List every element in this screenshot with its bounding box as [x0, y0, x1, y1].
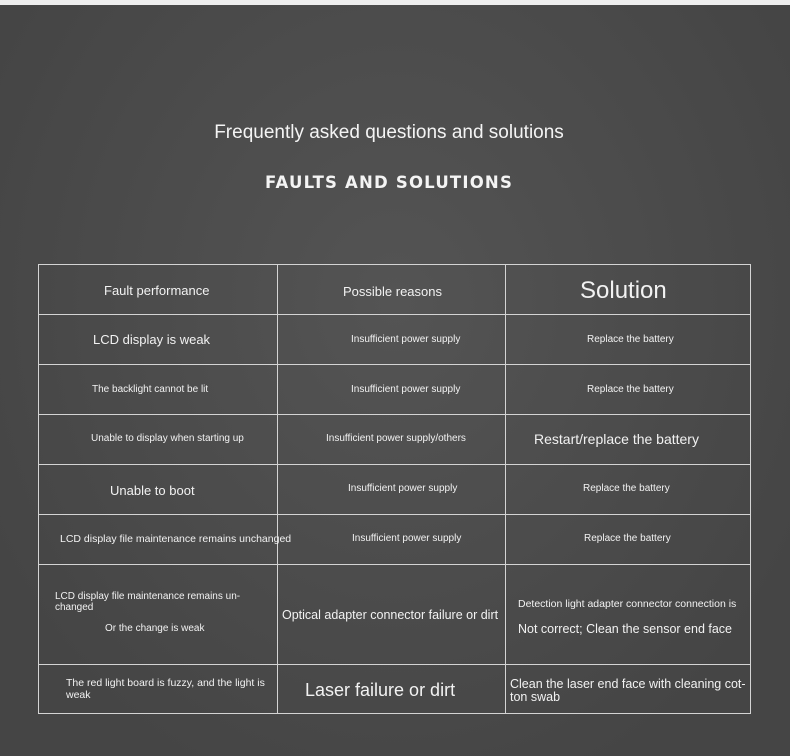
row-6-fault: LCD display file maintenance remains un-changed	[55, 591, 241, 613]
row-divider	[39, 564, 750, 565]
row-4-reason: Insufficient power supply	[348, 483, 458, 494]
row-7-solution: Clean the laser end face with cleaning cot-ton swab	[510, 677, 746, 704]
row-divider	[39, 364, 750, 365]
row-5-fault: LCD display file maintenance remains unchanged	[60, 533, 292, 545]
row-2-solution: Replace the battery	[587, 384, 674, 395]
header-fault-performance: Fault performance	[104, 283, 210, 298]
row-3-reason: Insufficient power supply/others	[326, 433, 466, 444]
row-6-fault-extra: Or the change is weak	[105, 623, 205, 634]
page-title: Frequently asked questions and solutions	[214, 122, 564, 143]
column-divider	[505, 265, 506, 713]
faults-table	[38, 264, 751, 714]
row-1-fault: LCD display is weak	[93, 332, 211, 347]
row-divider	[39, 314, 750, 315]
row-divider	[39, 464, 750, 465]
row-7-fault: The red light board is fuzzy, and the light is weak	[66, 677, 265, 701]
row-2-reason: Insufficient power supply	[351, 384, 461, 395]
header-possible-reasons: Possible reasons	[343, 284, 442, 299]
row-2-fault: The backlight cannot be lit	[92, 384, 209, 395]
row-divider	[39, 664, 750, 665]
row-6-solution: Detection light adapter connector connection is	[518, 598, 737, 610]
row-divider	[39, 514, 750, 515]
row-1-solution: Replace the battery	[587, 334, 674, 345]
row-5-solution: Replace the battery	[584, 533, 671, 544]
row-6-reason: Optical adapter connector failure or dirt	[282, 608, 499, 622]
top-strip	[0, 0, 790, 5]
row-3-fault: Unable to display when starting up	[91, 433, 244, 444]
column-divider	[277, 265, 278, 713]
row-4-fault: Unable to boot	[110, 483, 195, 498]
row-3-solution: Restart/replace the battery	[534, 431, 699, 447]
row-divider	[39, 414, 750, 415]
row-6-solution-extra: Not correct; Clean the sensor end face	[518, 622, 733, 636]
row-4-solution: Replace the battery	[583, 483, 670, 494]
page-subtitle: FAULTS AND SOLUTIONS	[264, 173, 514, 192]
row-7-reason: Laser failure or dirt	[305, 680, 456, 700]
row-5-reason: Insufficient power supply	[352, 533, 462, 544]
header-solution: Solution	[580, 277, 667, 304]
row-1-reason: Insufficient power supply	[351, 334, 461, 345]
